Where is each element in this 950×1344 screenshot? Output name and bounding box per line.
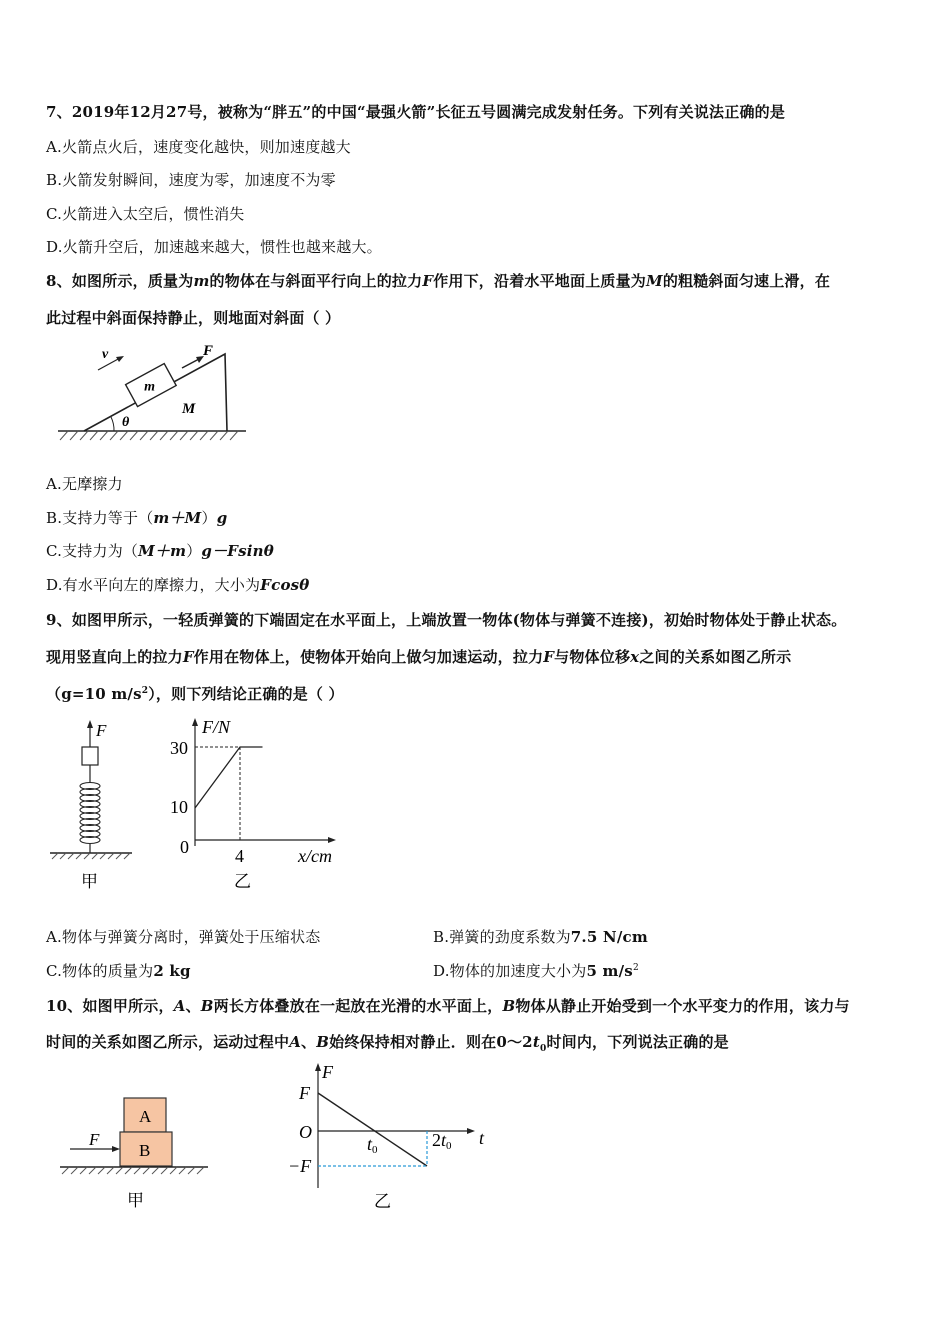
theta-label: θ [122, 415, 130, 430]
x-axis-label: x/cm [298, 846, 332, 866]
force-line [195, 747, 263, 808]
q7-option-b: B.火箭发射瞬间，速度为零，加速度不为零 [46, 171, 336, 189]
velocity-v-label: v [102, 347, 109, 362]
2t0-label: 2t0 [432, 1130, 452, 1152]
q10-blocks-figure [56, 1092, 216, 1217]
q7-stem: 7、2019年12月27号，被称为“胖五”的中国“最强火箭”长征五号圆满完成发射任务。下列有关说法正确的是 [46, 103, 786, 121]
f-negative-label: −F [288, 1156, 312, 1176]
block-m [126, 364, 177, 407]
q9-option-d: D.物体的加速度大小为5 $m/s^2$ [433, 962, 639, 980]
q10-force-time-graph [282, 1058, 502, 1218]
q9-option-c: C.物体的质量为2 kg [46, 962, 191, 980]
q8-stem-line2: 此过程中斜面保持静止，则地面对斜面（ ） [46, 309, 341, 327]
q10-stem-line2: 时间的关系如图乙所示，运动过程中A、B始终保持相对静止．则在$0\sim 2t_0$时间内，下列说法正确的是 [46, 1033, 729, 1054]
force-arrow-label: F [89, 1130, 100, 1149]
q7-option-a: A.火箭点火后，速度变化越快，则加速度越大 [46, 138, 351, 156]
q8-incline-figure [52, 340, 252, 450]
q8-option-b: B.支持力等于（m＋M）g [46, 509, 228, 527]
y-tick-30: 30 [170, 738, 188, 758]
q8-option-a: A.无摩擦力 [46, 475, 123, 493]
q9-stem-line3: （g=10 $m/s^2$），则下列结论正确的是（ ） [46, 685, 344, 703]
t-axis-label: t [479, 1128, 485, 1148]
y-axis-label: F/N [202, 717, 231, 737]
f-axis-label: F [322, 1062, 333, 1082]
x-tick-4: 4 [235, 846, 244, 866]
f-positive-label: F [299, 1083, 310, 1103]
figure-yi-caption: 乙 [234, 872, 251, 891]
force-F-label: F [203, 343, 214, 359]
q8-option-c: C.支持力为（M＋m）g－Fsinθ [46, 542, 274, 560]
block-b-label: B [139, 1141, 151, 1160]
q10-stem-line1: 10、如图甲所示，A、B两长方体叠放在一起放在光滑的水平面上，B物体从静止开始受到一个水平变力的作用，该力与 [46, 997, 850, 1015]
figure-jia-caption: 甲 [127, 1191, 144, 1210]
figure-jia-caption: 甲 [81, 872, 98, 891]
q9-stem-line2: 现用竖直向上的拉力F作用在物体上，使物体开始向上做匀加速运动，拉力F与物体位移x之间的关系如图乙所示 [46, 648, 792, 666]
q7-option-c: C.火箭进入太空后，惯性消失 [46, 205, 245, 223]
block-a-label: A [139, 1107, 152, 1126]
spring-force-label: F [96, 721, 107, 740]
q8-option-d: D.有水平向左的摩擦力，大小为Fcosθ [46, 576, 310, 594]
origin-o-label: O [299, 1122, 312, 1142]
origin-label: 0 [180, 837, 189, 857]
q9-option-a: A.物体与弹簧分离时，弹簧处于压缩状态 [46, 928, 321, 946]
q9-option-b: B.弹簧的劲度系数为7.5 N/cm [433, 928, 648, 946]
q9-force-displacement-chart [160, 716, 360, 896]
y-tick-10: 10 [170, 797, 188, 817]
mass-m-label: m [144, 379, 156, 395]
q9-spring-figure [44, 716, 144, 896]
q7-option-d: D.火箭升空后，加速越来越大，惯性也越来越大。 [46, 238, 382, 256]
q8-stem-line1: 8、如图所示，质量为m的物体在与斜面平行向上的拉力F作用下，沿着水平地面上质量为M的粗糙斜面匀速上滑，在 [46, 272, 831, 290]
t0-label: t0 [367, 1134, 378, 1156]
figure-yi-caption: 乙 [374, 1192, 391, 1211]
mass-M-label: M [182, 401, 196, 417]
q9-stem-line1: 9、如图甲所示，一轻质弹簧的下端固定在水平面上，上端放置一物体(物体与弹簧不连接)，初始时物体处于静止状态。 [46, 611, 847, 629]
